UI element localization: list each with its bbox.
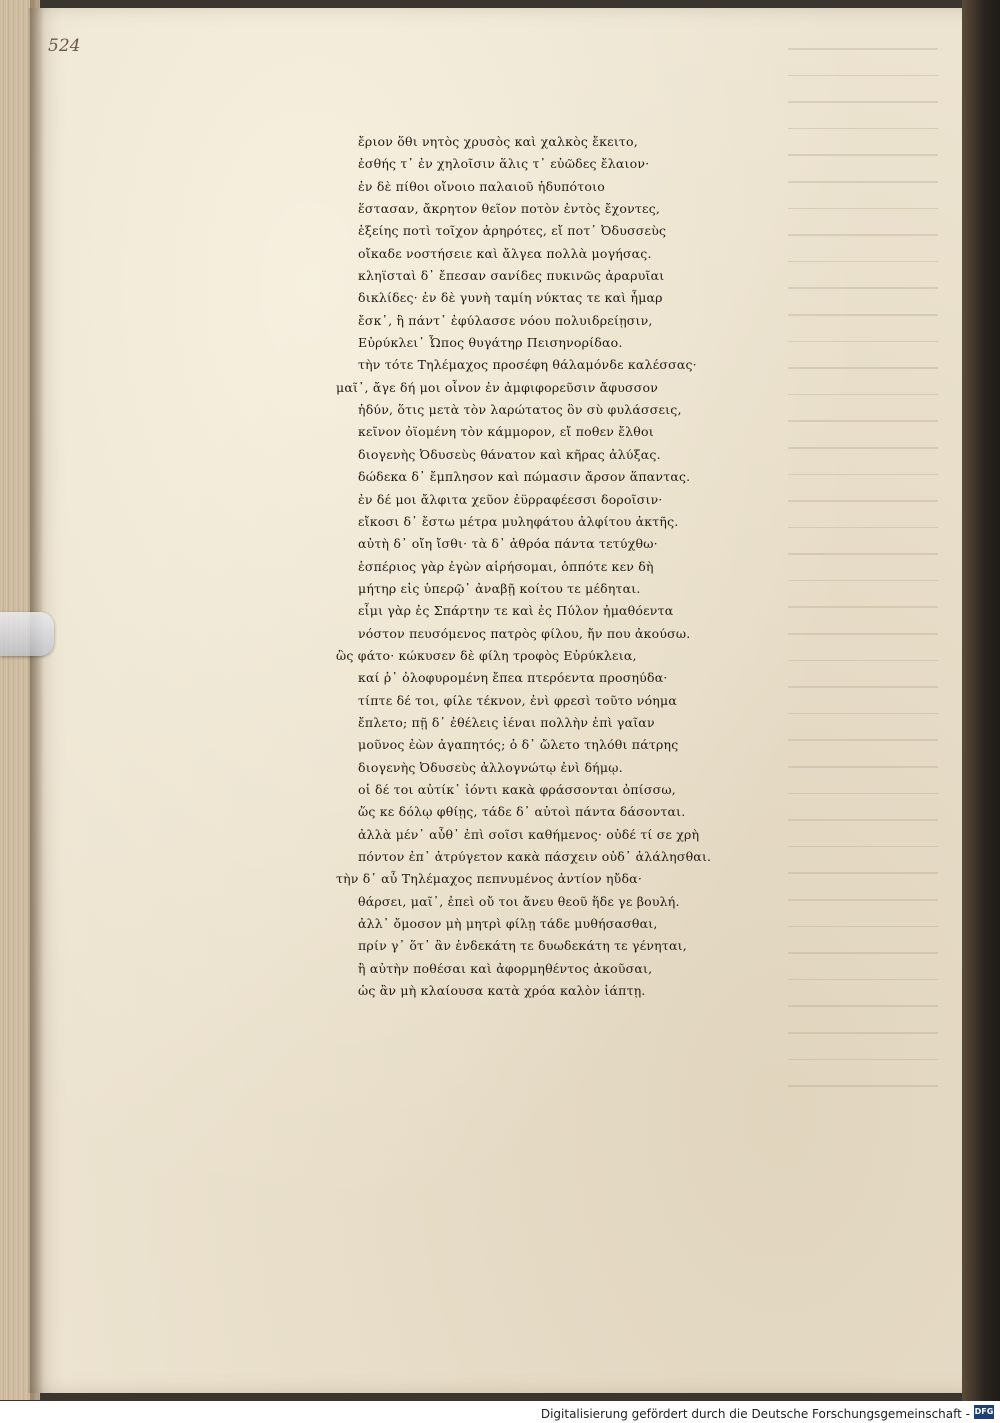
verse-line: ἢ αὐτὴν ποθέσαι καὶ ἀφορμηθέντος ἀκοῦσαι,: [358, 960, 653, 976]
funding-credit: Digitalisierung gefördert durch die Deutsche Forschungsgemeinschaft -: [540, 1407, 970, 1421]
right-cover-edge: [962, 0, 1000, 1423]
folio-number: 524: [48, 36, 81, 56]
verse-line: Εὐρύκλει᾽ Ὦπος θυγάτηρ Πεισηνορίδαο.: [358, 335, 623, 351]
gutter-shadow: [30, 0, 44, 1400]
verse-line: τὴν δ᾽ αὖ Τηλέμαχος πεπνυμένος ἀντίον ηὔδα·: [336, 871, 642, 887]
verse-line: οἱ δέ τοι αὐτίκ᾽ ἰόντι κακὰ φράσσονται ὀπίσσω,: [358, 781, 676, 797]
verse-line: ἐν δέ μοι ἄλφιτα χεῦον ἐϋρραφέεσσι δοροῖσιν·: [358, 491, 663, 507]
verse-line: ἑξείης ποτὶ τοῖχον ἀρηρότες, εἴ ποτ᾽ Ὀδυσσεὺς: [358, 223, 667, 239]
verse-line: εἶμι γὰρ ἐς Σπάρτην τε καὶ ἐς Πύλον ἠμαθόεντα: [358, 603, 674, 619]
verse-line: ἑσπέριος γὰρ ἐγὼν αἱρήσομαι, ὁππότε κεν δὴ: [358, 558, 654, 574]
verse-line: δώδεκα δ᾽ ἔμπλησον καὶ πώμασιν ἄρσον ἅπαντας.: [358, 469, 691, 485]
verse-line: θάρσει, μαῖ᾽, ἐπεὶ οὔ τοι ἄνευ θεοῦ ἥδε γε βουλή.: [358, 893, 680, 909]
verse-line: δικλίδες· ἐν δὲ γυνὴ ταμίη νύκτας τε καὶ ἦμαρ: [358, 290, 663, 306]
verse-line: ἕστασαν, ἄκρητον θεῖον ποτὸν ἐντὸς ἔχοντες,: [358, 201, 661, 217]
verse-line: κεῖνον ὀϊομένη τὸν κάμμορον, εἴ ποθεν ἔλθοι: [358, 424, 654, 440]
verse-line: ἀλλ᾽ ὄμοσον μὴ μητρὶ φίλῃ τάδε μυθήσασθαι,: [358, 916, 658, 932]
verse-line: ἡδύν, ὅτις μετὰ τὸν λαρώτατος ὃν σὺ φυλάσσεις,: [358, 402, 682, 418]
verse-line: ἀλλὰ μέν᾽ αὖθ᾽ ἐπὶ σοῖσι καθήμενος· οὐδέ τί σε χρὴ: [358, 826, 700, 842]
verse-line: οἴκαδε νοστήσειε καὶ ἄλγεα πολλὰ μογήσας.: [358, 245, 652, 261]
verse-line: καί ῥ᾽ ὀλοφυρομένη ἔπεα πτερόεντα προσηύδα·: [358, 670, 668, 686]
greek-text-block: [336, 131, 828, 1002]
footer-band: [0, 1401, 1000, 1423]
verse-line: κληϊσταὶ δ᾽ ἔπεσαν σανίδες πυκινῶς ἀραρυῖαι: [358, 268, 665, 284]
verse-line: μαῖ᾽, ἄγε δή μοι οἶνον ἐν ἀμφιφορεῦσιν ἄφυσσον: [336, 379, 659, 395]
verse-line: ἔπλετο; πῇ δ᾽ ἐθέλεις ἰέναι πολλὴν ἐπὶ γαῖαν: [358, 714, 655, 730]
bookmark-clip: [0, 612, 54, 656]
dfg-logo-icon[interactable]: DFG: [974, 1405, 994, 1419]
verse-line: πόντον ἐπ᾽ ἀτρύγετον κακὰ πάσχειν οὐδ᾽ ἀλάλησθαι.: [358, 849, 712, 864]
verse-line: μοῦνος ἐὼν ἀγαπητός; ὁ δ᾽ ὤλετο τηλόθι πάτρης: [358, 737, 679, 753]
verse-line: μήτηρ εἰς ὑπερῷ᾽ ἀναβῇ κοίτου τε μέδηται.: [358, 580, 641, 596]
verse-line: αὐτὴ δ᾽ οἴη ἴσθι· τὰ δ᾽ ἀθρόα πάντα τετύχθω·: [358, 536, 658, 552]
verse-line: ὡς ἂν μὴ κλαίουσα κατὰ χρόα καλὸν ἰάπτῃ.: [358, 983, 646, 999]
verse-line: εἴκοσι δ᾽ ἔστω μέτρα μυληφάτου ἀλφίτου ἀκτῆς.: [358, 513, 679, 529]
verse-line: ἐν δὲ πίθοι οἴνοιο παλαιοῦ ἡδυπότοιο: [358, 178, 605, 194]
verse-line: διογενὴς Ὀδυσεὺς θάνατον καὶ κῆρας ἀλύξας.: [358, 446, 661, 462]
verse-line: ἔσκ᾽, ἣ πάντ᾽ ἐφύλασσε νόου πολυιδρείῃσιν,: [358, 312, 653, 328]
verse-line: πρίν γ᾽ ὅτ᾽ ἂν ἑνδεκάτη τε δυωδεκάτη τε γένηται,: [358, 938, 687, 954]
verse-line: ἔριον ὅθι νητὸς χρυσὸς καὶ χαλκὸς ἔκειτο,: [358, 134, 638, 149]
verse-line: τίπτε δέ τοι, φίλε τέκνον, ἐνὶ φρεσὶ τοῦτο νόημα: [358, 692, 677, 708]
verse-line: διογενὴς Ὀδυσεὺς ἀλλογνώτῳ ἐνὶ δήμῳ.: [358, 759, 623, 775]
verse-line: ὣς φάτο· κώκυσεν δὲ φίλη τροφὸς Εὐρύκλεια,: [336, 647, 637, 663]
verse-line: τὴν τότε Τηλέμαχος προσέφη θάλαμόνδε καλέσσας·: [358, 357, 697, 373]
verse-line: ἐσθής τ᾽ ἐν χηλοῖσιν ἅλις τ᾽ εὐῶδες ἔλαιον·: [358, 156, 650, 172]
verse-line: νόστον πευσόμενος πατρὸς φίλου, ἤν που ἀκούσω.: [358, 625, 691, 641]
verse-line: ὥς κε δόλῳ φθίῃς, τάδε δ᾽ αὐτοὶ πάντα δάσονται.: [358, 804, 686, 820]
